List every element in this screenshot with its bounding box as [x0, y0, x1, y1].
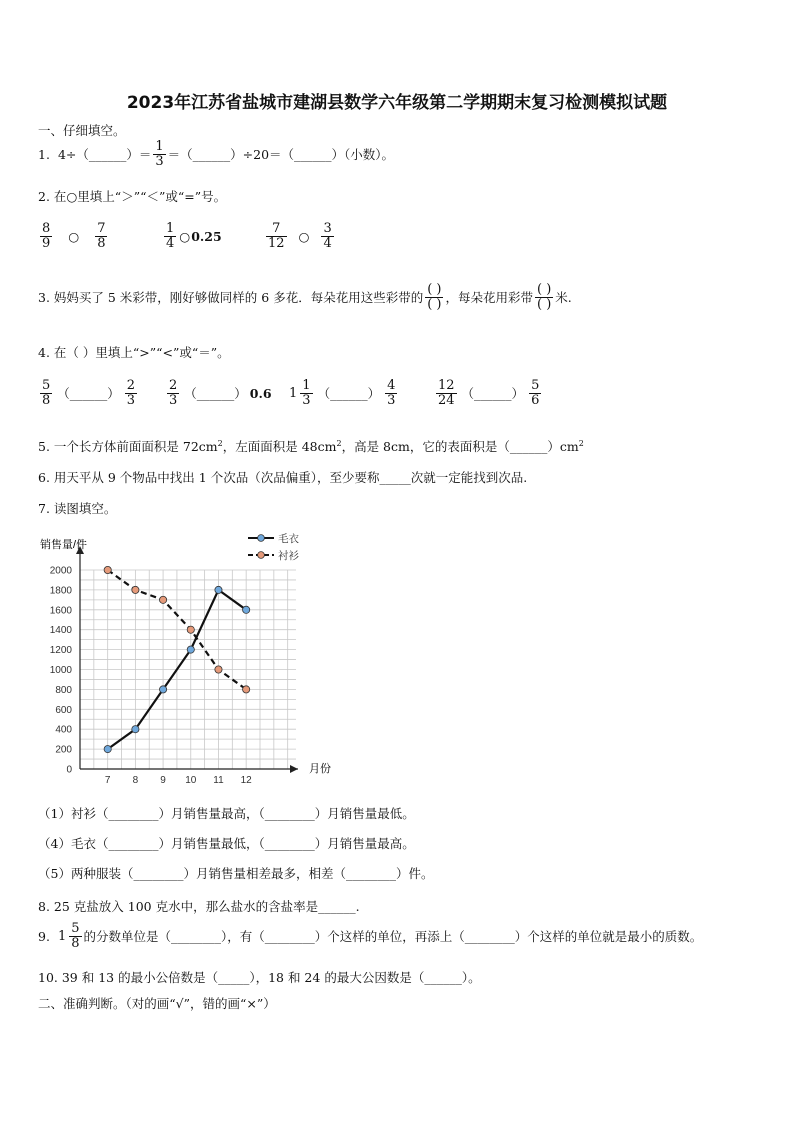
question-10: 10. 39 和 13 的最小公倍数是（_____），18 和 24 的最大公因数是（______）。 [38, 970, 481, 985]
data-point [187, 646, 194, 653]
page-title: 2023年江苏省盐城市建湖县数学六年级第二学期期末复习检测模拟试题 [126, 93, 668, 113]
section-2-heading: 二、准确判断。（对的画“√”，错的画“×”） [38, 996, 276, 1011]
y-tick-label: 800 [55, 684, 72, 696]
numerator: 7 [266, 222, 287, 237]
denominator: 9 [42, 235, 51, 251]
q9-text: 的分数单位是（________），有（________）个这样的单位，再添上（________）个这样的单位就是最小的质数。 [83, 929, 703, 945]
superscript: 2 [336, 438, 342, 448]
numerator: 5 [71, 921, 80, 936]
q3-part-b: ，每朵花用彩带 [445, 290, 533, 306]
y-tick-label: 1200 [49, 645, 72, 657]
q1-fraction [153, 140, 165, 168]
numerator: 2 [126, 378, 136, 393]
compare-circle: ○ [68, 228, 80, 244]
q5-part-c: ，高是 8cm，它的表面积是（______）cm [341, 439, 579, 454]
x-tick-label: 7 [104, 775, 111, 786]
legend-marker [258, 552, 265, 559]
x-tick-label: 12 [240, 775, 252, 786]
denominator: 3 [169, 392, 178, 408]
question-4: 4. 在（ ）里填上“>”“<”或“＝”。 [38, 345, 230, 360]
question-1 [38, 140, 394, 168]
numerator-blank: ( ) [427, 282, 442, 297]
denominator-blank: ( ) [427, 296, 442, 312]
q1-part-b: ＝（______）÷20＝（______）（小数）。 [167, 147, 395, 163]
legend-label: 毛衣 [278, 533, 299, 545]
q3-blank-fraction-2 [535, 283, 553, 311]
left-mixed-number [289, 379, 315, 407]
superscript: 2 [217, 438, 223, 448]
y-tick-label: 2000 [49, 565, 72, 577]
compare-circle: ○ [179, 228, 191, 244]
q1-number: 1. [38, 146, 50, 162]
fraction [69, 922, 81, 950]
q2-item-3-right-fraction [321, 222, 333, 250]
q5-part-a: 5. 一个长方体前面面积是 72cm [38, 439, 218, 454]
q3-part-a: 3. 妈妈买了 5 米彩带，刚好够做同样的 6 多花．每朵花用这些彩带的 [38, 290, 424, 306]
q2-item-1-left-fraction [40, 222, 52, 250]
numerator: 1 [166, 221, 175, 236]
numerator: 4 [387, 378, 396, 393]
x-tick-label: 9 [160, 775, 166, 786]
q2-item-1 [38, 222, 109, 250]
answer-blank: （______） [461, 386, 525, 402]
data-point [215, 666, 222, 673]
y-tick-label: 1400 [49, 625, 72, 637]
left-fraction [436, 379, 457, 407]
y-tick-label: 400 [55, 724, 72, 736]
denominator: 12 [268, 235, 285, 251]
whole: 1 [289, 385, 298, 401]
q9-mixed-number [58, 922, 84, 950]
y-tick-label: 600 [55, 704, 72, 716]
left-fraction [40, 379, 52, 407]
left-fraction [300, 379, 312, 407]
q4-item-2 [165, 379, 272, 407]
q3-part-c: 米. [555, 290, 572, 306]
y-tick-label: 1800 [49, 585, 72, 597]
sales-line-chart [36, 526, 346, 786]
answer-blank: （______） [317, 386, 381, 402]
question-6: 6. 用天平从 9 个物品中找出 1 个次品（次品偏重），至少要称_____次就一定能找到次品. [38, 470, 528, 485]
data-point [215, 586, 222, 593]
data-point [159, 686, 166, 693]
denominator: 8 [71, 935, 80, 951]
q5-part-b: ，左面面积是 48cm [222, 439, 337, 454]
numerator: 5 [531, 378, 540, 393]
x-tick-label: 8 [132, 775, 139, 786]
section-1-heading: 一、仔细填空。 [38, 123, 126, 138]
q2-item-2 [162, 222, 222, 250]
x-tick-label: 11 [213, 775, 224, 786]
y-tick-label: 1000 [49, 665, 72, 676]
denominator: 3 [387, 392, 396, 408]
denominator-blank: ( ) [537, 296, 552, 312]
denominator: 3 [126, 392, 136, 408]
numerator: 3 [323, 221, 332, 236]
numerator: 1 [302, 378, 311, 393]
denominator: 3 [302, 392, 311, 408]
legend-marker [258, 535, 265, 542]
numerator: 7 [97, 221, 106, 236]
right-fraction [385, 379, 397, 407]
right-fraction [529, 379, 541, 407]
q4-item-1 [38, 379, 139, 407]
q2-item-1-right-fraction [95, 222, 107, 250]
numerator: 8 [42, 221, 51, 236]
answer-blank: （______） [184, 386, 247, 402]
q2-item-3-left-fraction [266, 222, 287, 250]
question-8: 8. 25 克盐放入 100 克水中，那么盐水的含盐率是______. [38, 899, 360, 914]
compare-circle: ○ [298, 228, 310, 244]
denominator: 4 [323, 235, 332, 251]
y-tick-label: 1600 [49, 605, 72, 617]
numerator: 2 [169, 378, 178, 393]
q2-item-3 [264, 222, 336, 250]
numerator-blank: ( ) [537, 282, 552, 297]
q2-item-2-left-fraction [164, 222, 176, 250]
denominator: 24 [438, 392, 455, 408]
y-axis-label: 销售量/件 [40, 539, 88, 551]
q4-item-3 [289, 379, 399, 407]
numerator: 12 [438, 378, 455, 393]
answer-blank: （______） [57, 386, 120, 402]
question-7: 7. 读图填空。 [38, 501, 117, 516]
x-axis-label: 月份 [309, 763, 331, 775]
data-point [243, 686, 250, 693]
question-5 [38, 437, 584, 455]
chart-grid [80, 570, 296, 769]
q9-number: 9. [38, 928, 50, 944]
right-value: 0.6 [249, 385, 272, 401]
data-point [132, 726, 139, 733]
data-point [187, 626, 194, 633]
denominator: 6 [531, 392, 540, 408]
data-point [159, 596, 166, 603]
question-2: 2. 在○里填上“＞”“＜”或“=”号。 [38, 189, 227, 204]
q2-item-2-right-value: 0.25 [191, 228, 222, 244]
question-3 [38, 283, 572, 311]
q7-subquestion-1: （1）衬衫（________）月销售量最高，（________）月销售量最低。 [38, 806, 415, 821]
data-point [104, 746, 111, 753]
q7-subquestion-2: （4）毛衣（________）月销售量最低，（________）月销售量最高。 [38, 836, 415, 851]
q1-fraction-numerator: 1 [155, 139, 164, 154]
x-tick-label: 10 [185, 775, 197, 786]
x-axis-arrow [290, 765, 298, 773]
legend-label: 衬衫 [278, 550, 299, 562]
question-9 [38, 922, 702, 950]
q4-item-4 [434, 379, 543, 407]
denominator: 8 [97, 235, 106, 251]
q1-fraction-denominator: 3 [155, 153, 164, 169]
q1-part-a: 4÷（______）＝ [57, 147, 152, 163]
numerator: 5 [42, 378, 51, 393]
y-tick-label: 0 [66, 764, 72, 776]
chart-legend [248, 532, 299, 562]
y-tick-label: 200 [55, 744, 72, 756]
data-point [243, 606, 250, 613]
q7-subquestion-3: （5）两种服装（________）月销售量相差最多，相差（________）件。 [38, 866, 434, 881]
denominator: 4 [166, 235, 175, 251]
data-point [104, 566, 111, 573]
denominator: 8 [42, 392, 51, 408]
whole: 1 [57, 928, 67, 944]
data-point [132, 586, 139, 593]
right-fraction [125, 379, 137, 407]
q3-blank-fraction-1 [425, 283, 443, 311]
left-fraction [167, 379, 179, 407]
superscript: 2 [578, 438, 584, 448]
